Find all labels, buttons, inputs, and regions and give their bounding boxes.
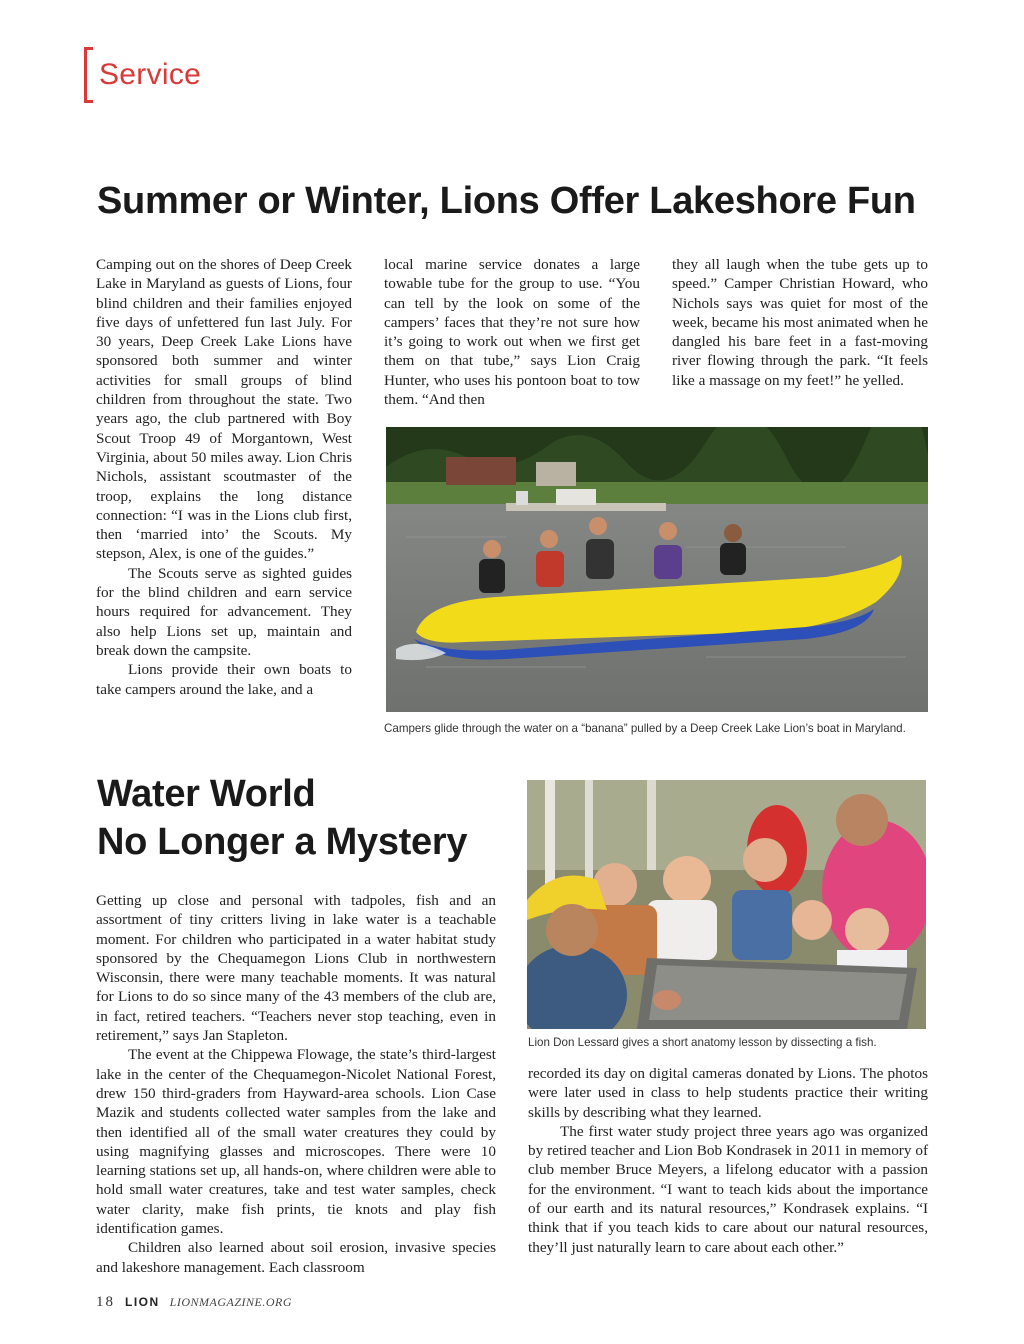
paragraph: The first water study project three years ago was organized by retired teacher and Lion Bob Kondrasek in 2011 in memory of club member Bruce Meyers, a lifelong educator with a passion for the environment. “I want to teach kids about the importance of our earth and its natural resources,” Kondrasek explains. “I think that if you teach kids to care about our natural resources, they’ll just naturally learn to care about each other.” (528, 1122, 928, 1256)
magazine-url: LIONMAGAZINE.ORG (169, 1295, 292, 1309)
photo-caption: Campers glide through the water on a “banana” pulled by a Deep Creek Lake Lion’s boat in Maryland. (384, 722, 906, 735)
article1-column-3 (672, 255, 928, 390)
section-bracket (84, 47, 93, 103)
paragraph: The Scouts serve as sighted guides for the blind children and earn service hours required for advancement. They also help Lions set up, maintain and break down the campsite. (96, 564, 352, 659)
paragraph: Children also learned about soil erosion, invasive species and lakeshore management. Each classroom (96, 1239, 496, 1276)
paragraph: recorded its day on digital cameras donated by Lions. The photos were later used in class to help students practice their writing skills by describing what they learned. (528, 1065, 928, 1121)
page-number: 18 (96, 1294, 115, 1310)
paragraph: Lions provide their own boats to take campers around the lake, and a (96, 661, 352, 698)
article1-column-1 (96, 255, 352, 699)
magazine-name: LION (125, 1295, 160, 1309)
article1-headline: Summer or Winter, Lions Offer Lakeshore Fun (97, 180, 916, 222)
banana-boat-photo (386, 427, 928, 712)
article1-column-2 (384, 255, 640, 409)
paragraph: local marine service donates a large towable tube for the group to use. “You can tell by the look on some of the campers’ faces that they’re not sure how it’s going to work out when we first get them on that tube,” says Lion Craig Hunter, who uses his pontoon boat to tow them. “And then (384, 256, 640, 409)
photo-caption: Lion Don Lessard gives a short anatomy lesson by dissecting a fish. (528, 1036, 877, 1049)
fish-dissection-photo (527, 780, 926, 1029)
page-footer (96, 1294, 292, 1311)
article2-headline (97, 770, 467, 866)
headline-line: No Longer a Mystery (97, 821, 468, 863)
section-label: Service (99, 58, 202, 91)
paragraph: Getting up close and personal with tadpoles, fish and an assortment of tiny critters living in lake water is a teachable moment. For children who participated in a water habitat study sponsored by the Chequamegon Lions Club in northwestern Wisconsin, there were many teachable moments. It was natural for Lions to do so since many of the 43 members of the club are, in fact, retired teachers. “Teachers never stop teaching, even in retirement,” says Jan Stapleton. (96, 892, 496, 1045)
article2-column-2 (528, 1064, 928, 1257)
headline-line: Water World (97, 773, 316, 815)
section-tag (84, 46, 201, 104)
paragraph: Camping out on the shores of Deep Creek Lake in Maryland as guests of Lions, four blind children and their families enjoyed five days of unfettered fun last July. For 30 years, Deep Creek Lake Lions have sponsored both summer and winter activities for small groups of blind children from throughout the state. Two years ago, the club partnered with Boy Scout Troop 49 of Morgantown, West Virginia, about 50 miles away. Lion Chris Nichols, assistant scoutmaster of the troop, explains the long distance connection: “I was in the Lions club first, then ‘married into’ the Scouts. My stepson, Alex, is one of the guides.” (96, 256, 352, 563)
article2-column-1 (96, 891, 496, 1277)
paragraph: The event at the Chippewa Flowage, the state’s third-largest lake in the center of the Chequamegon-Nicolet National Forest, drew 150 third-graders from Hayward-area schools. Lion Case Mazik and students collected water samples from the lake and then identified all of the small water creatures they could by using magnifying glasses and microscopes. There were 10 learning stations set up, all hands-on, where children were able to hold small water creatures, take and test water samples, check water clarity, make fish prints, tie knots and play fish identification games. (96, 1046, 496, 1238)
paragraph: they all laugh when the tube gets up to speed.” Camper Christian Howard, who Nichols says was quiet for most of the week, became his most animated when he dangled his bare feet in a fast-moving river flowing through the park. “It feels like a massage on my feet!” he yelled. (672, 256, 928, 389)
